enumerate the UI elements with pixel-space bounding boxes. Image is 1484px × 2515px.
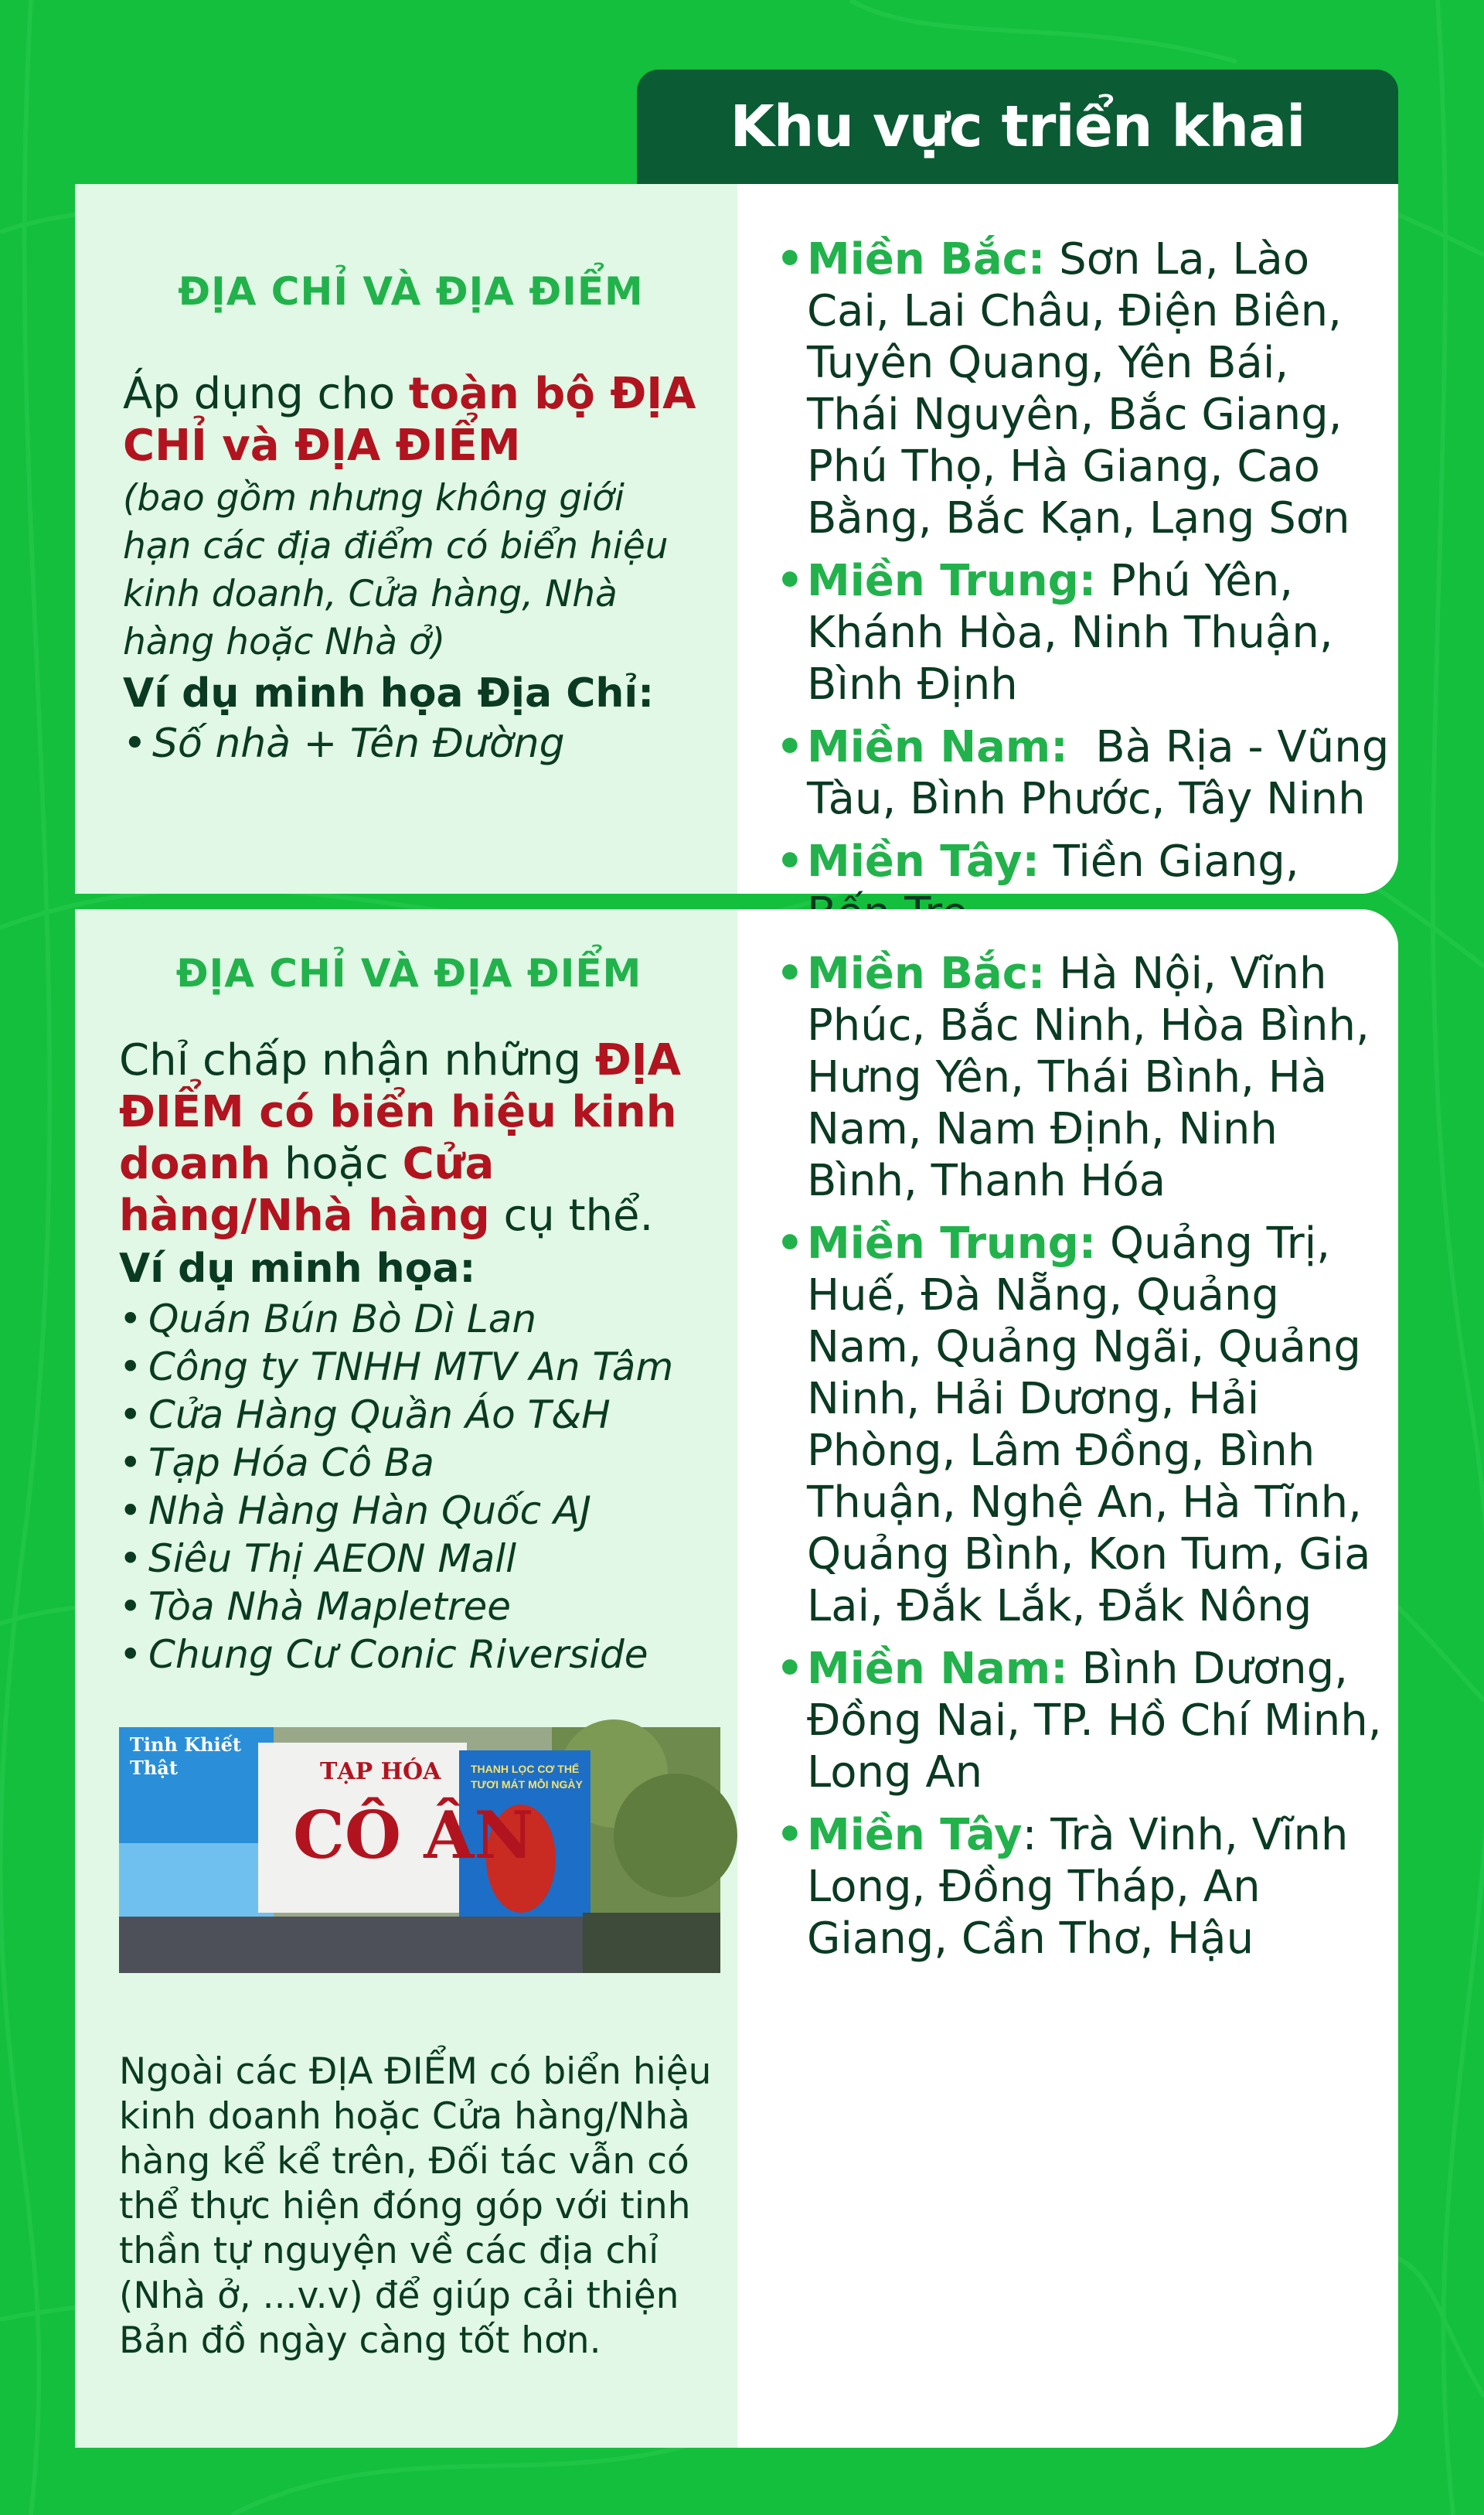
section1-example-label: Ví dụ minh họa Địa Chỉ: — [123, 670, 654, 717]
region-name: Miền Tây — [807, 1810, 1023, 1860]
bullet-icon: • — [776, 556, 804, 606]
bullet-icon: • — [776, 949, 804, 999]
section2-intro-prefix: Chỉ chấp nhận những — [119, 1035, 595, 1085]
card2-right-panel — [737, 909, 1398, 2448]
list-item: • Chung Cư Conic Riverside — [119, 1632, 648, 1677]
example-text: Siêu Thị AEON Mall — [148, 1536, 517, 1581]
card2-left-panel — [75, 909, 737, 2448]
card1-left-panel — [75, 184, 737, 894]
section2-region-list — [776, 948, 1390, 1965]
example-text: Nhà Hàng Hàn Quốc AJ — [148, 1488, 591, 1533]
region-provinces: Tiền Giang, — [1053, 837, 1299, 887]
section1-intro-highlight: toàn bộ ĐỊA CHỈ và ĐỊA ĐIỂM — [123, 369, 696, 471]
bullet-icon: • — [776, 1644, 804, 1694]
region-item-north — [776, 233, 1390, 544]
list-item: • Cửa Hàng Quần Áo T&H — [119, 1392, 611, 1437]
region-item-central — [776, 1218, 1390, 1632]
section1-title: ĐỊA CHỈ VÀ ĐỊA ĐIỂM — [178, 269, 644, 314]
region-provinces: Bình Dương, Đồng Nai, TP. Hồ Chí Minh, Long An — [807, 1644, 1382, 1798]
region-provinces: Quảng Trị, Huế, Đà Nẵng, Quảng Nam, Quảng Ngãi, Quảng Ninh, Hải Dương, Hải Phòng, Lâm Đồng, Bình Thuận, Nghệ An, Hà Tĩnh, Quảng Bình, Kon Tum, Gia Lai, Đắk Lắk, Đắk Nông — [807, 1218, 1371, 1631]
section2-footer: Ngoài các ĐỊA ĐIỂM có biển hiệu kinh doanh hoặc Cửa hàng/Nhà hàng kể kể trên, Đối tác vẫn có thể thực hiện đóng góp với tinh thần tự nguyện về các địa chỉ (Nhà ở, ...v.v) để giúp cải thiện Bản đồ ngày càng tốt hơn. — [119, 2050, 712, 2362]
list-item: • Công ty TNHH MTV An Tâm — [119, 1344, 674, 1389]
photo-right-banner: THANH LỌC CƠ THỂ TƯƠI MÁT MỖI NGÀY — [471, 1763, 583, 1791]
region-provinces: : Trà Vinh, Vĩnh Long, Đồng Tháp, An Giang, Cần Thơ, Hậu — [807, 1810, 1349, 1964]
example-text: Công ty TNHH MTV An Tâm — [148, 1344, 674, 1389]
header-tab — [637, 70, 1398, 184]
region-item-central — [776, 555, 1390, 711]
region-name: Miền Nam: — [807, 722, 1068, 772]
example-text: Số nhà + Tên Đường — [152, 721, 565, 767]
section1-region-list — [776, 233, 1404, 939]
list-item: • Số nhà + Tên Đường — [123, 721, 565, 767]
card1-right-panel — [737, 184, 1404, 894]
section2-intro-highlight2: Cửa hàng/Nhà hàng — [119, 1139, 495, 1241]
list-item: • Tạp Hóa Cô Ba — [119, 1440, 434, 1485]
section2-example-label: Ví dụ minh họa: — [119, 1246, 476, 1292]
region-name: Miền Trung: — [807, 556, 1097, 606]
bullet-icon: • — [776, 1218, 804, 1269]
example-text: Tạp Hóa Cô Ba — [148, 1440, 434, 1485]
region-item-north — [776, 948, 1390, 1207]
section2-title: ĐỊA CHỈ VÀ ĐỊA ĐIỂM — [175, 951, 642, 996]
example-text: Tòa Nhà Mapletree — [148, 1584, 511, 1629]
region-provinces: Hà Nội, Vĩnh Phúc, Bắc Ninh, Hòa Bình, Hưng Yên, Thái Bình, Hà Nam, Nam Định, Ninh Bình, Thanh Hóa — [807, 949, 1370, 1206]
deployment-card-1 — [75, 184, 1404, 894]
region-name: Miền Trung: — [807, 1218, 1097, 1269]
region-provinces: Phú Yên, Khánh Hòa, Ninh Thuận, Bình Định — [807, 556, 1333, 710]
region-provinces: Bà Rịa - Vũng Tàu, Bình Phước, Tây Ninh — [807, 722, 1404, 824]
bullet-icon: • — [776, 722, 804, 772]
section1-intro — [123, 368, 699, 472]
photo-sign-title: TẠP HÓA — [320, 1758, 441, 1785]
region-item-west — [776, 1809, 1390, 1965]
example-text: Quán Bún Bò Dì Lan — [148, 1297, 537, 1341]
bullet-icon: • — [776, 1810, 804, 1860]
list-item: • Tòa Nhà Mapletree — [119, 1584, 511, 1629]
region-provinces: Sơn La, Lào Cai, Lai Châu, Điện Biên, Tuyên Quang, Yên Bái, Thái Nguyên, Bắc Giang, Phú Thọ, Hà Giang, Cao Bằng, Bắc Kạn, Lạng Sơn — [807, 234, 1350, 544]
region-item-south — [776, 721, 1404, 825]
bullet-icon: • — [776, 837, 804, 887]
region-name: Miền Bắc: — [807, 949, 1046, 999]
photo-sign-name: CÔ ÂN — [293, 1797, 534, 1873]
section2-intro-mid: hoặc — [271, 1139, 403, 1189]
section1-intro-prefix: Áp dụng cho — [123, 369, 409, 419]
example-text: Chung Cư Conic Riverside — [148, 1632, 648, 1677]
storefront-photo — [119, 1727, 720, 1973]
deployment-card-2 — [75, 909, 1398, 2448]
section2-example-list — [119, 1295, 714, 1678]
list-item: • Siêu Thị AEON Mall — [119, 1536, 517, 1581]
section2-intro-highlight1: ĐỊA ĐIỂM có biển hiệu kinh doanh — [119, 1035, 681, 1189]
bullet-icon: • — [776, 234, 804, 285]
header-title: Khu vực triển khai — [730, 94, 1305, 160]
section1-note: (bao gồm nhưng không giới hạn các địa điểm có biển hiệu kinh doanh, Cửa hàng, Nhà hàng hoặc Nhà ở) — [123, 477, 669, 663]
region-item-south — [776, 1643, 1390, 1798]
section2-intro — [119, 1034, 714, 1242]
region-name: Miền Bắc: — [807, 234, 1046, 285]
section2-intro-suffix: cụ thể. — [489, 1191, 654, 1241]
example-text: Cửa Hàng Quần Áo T&H — [148, 1392, 611, 1437]
region-name: Miền Nam: — [807, 1644, 1068, 1694]
section1-example-list — [123, 720, 699, 768]
region-name: Miền Tây: — [807, 837, 1040, 887]
list-item: • Quán Bún Bò Dì Lan — [119, 1297, 537, 1341]
list-item: • Nhà Hàng Hàn Quốc AJ — [119, 1488, 591, 1533]
photo-left-banner: Tinh Khiết Thật — [130, 1733, 242, 1779]
